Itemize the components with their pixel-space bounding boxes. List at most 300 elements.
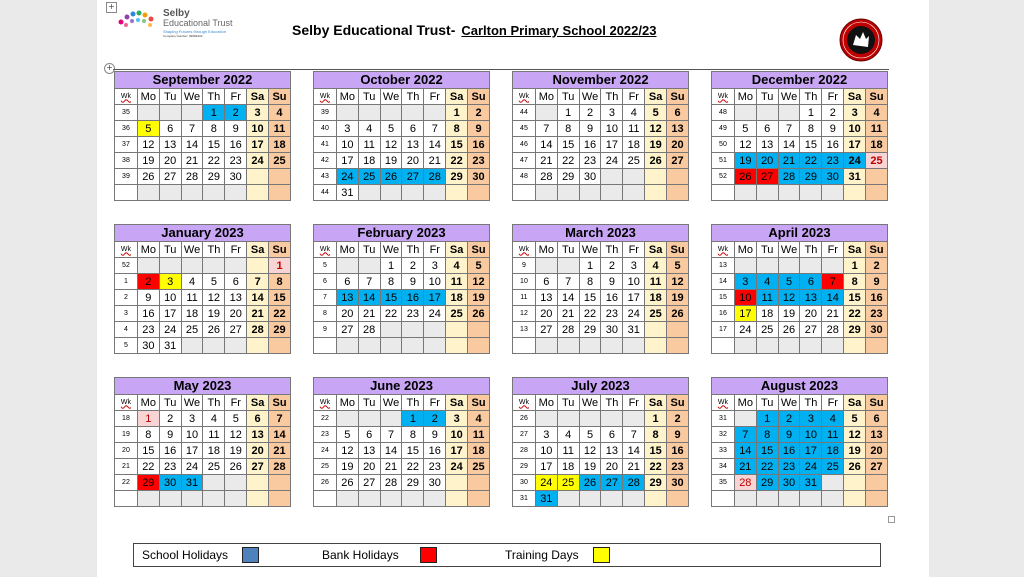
day-cell: 17 xyxy=(601,137,623,153)
school-crest-icon xyxy=(838,17,884,63)
day-cell: 25 xyxy=(181,322,203,338)
school-title: Carlton Primary School 2022/23 xyxy=(461,23,657,38)
month-table xyxy=(711,377,888,507)
day-cell: 17 xyxy=(181,443,203,459)
day-cell xyxy=(247,491,269,507)
day-cell xyxy=(756,105,778,121)
day-header: Fr xyxy=(225,395,247,411)
day-cell xyxy=(778,185,800,201)
day-cell xyxy=(336,105,358,121)
week-number: 40 xyxy=(314,121,337,137)
week-number: 33 xyxy=(712,443,735,459)
day-cell xyxy=(358,258,380,274)
day-cell: 2 xyxy=(822,105,844,121)
day-cell: 21 xyxy=(247,306,269,322)
day-cell xyxy=(579,338,601,354)
day-cell: 18 xyxy=(557,459,579,475)
day-cell: 3 xyxy=(601,105,623,121)
day-cell: 18 xyxy=(645,290,667,306)
day-cell xyxy=(734,258,756,274)
day-cell: 6 xyxy=(667,105,689,121)
day-cell: 19 xyxy=(844,443,866,459)
day-header: Su xyxy=(667,242,689,258)
day-cell: 15 xyxy=(269,290,291,306)
day-cell xyxy=(203,475,225,491)
day-cell: 21 xyxy=(778,153,800,169)
day-cell: 7 xyxy=(424,121,446,137)
table-move-handle-icon[interactable]: + xyxy=(106,2,117,13)
day-cell: 9 xyxy=(402,274,424,290)
day-header: Th xyxy=(601,89,623,105)
day-cell: 16 xyxy=(601,290,623,306)
day-cell: 30 xyxy=(667,475,689,491)
day-cell: 25 xyxy=(446,306,468,322)
month-table xyxy=(711,71,888,201)
day-cell: 27 xyxy=(336,322,358,338)
day-header: We xyxy=(380,242,402,258)
day-cell: 1 xyxy=(380,258,402,274)
day-cell: 29 xyxy=(645,475,667,491)
day-cell: 15 xyxy=(844,290,866,306)
day-cell: 11 xyxy=(358,137,380,153)
day-cell: 28 xyxy=(778,169,800,185)
day-cell: 7 xyxy=(822,274,844,290)
logo-name-2: Educational Trust xyxy=(163,18,233,28)
day-cell: 27 xyxy=(866,459,888,475)
day-cell: 10 xyxy=(623,274,645,290)
day-cell xyxy=(822,491,844,507)
day-cell: 31 xyxy=(336,185,358,201)
day-cell: 19 xyxy=(734,153,756,169)
week-number: 31 xyxy=(513,491,536,507)
day-cell: 18 xyxy=(468,443,490,459)
month-table xyxy=(313,71,490,201)
week-number: 13 xyxy=(513,322,536,338)
day-cell: 6 xyxy=(358,427,380,443)
day-cell: 7 xyxy=(778,121,800,137)
day-cell: 23 xyxy=(137,322,159,338)
day-cell: 1 xyxy=(402,411,424,427)
day-cell: 2 xyxy=(225,105,247,121)
day-cell: 28 xyxy=(269,459,291,475)
day-header: Tu xyxy=(756,89,778,105)
day-cell: 11 xyxy=(756,290,778,306)
day-cell: 10 xyxy=(535,443,557,459)
day-cell: 31 xyxy=(181,475,203,491)
day-header: Fr xyxy=(225,89,247,105)
day-cell: 24 xyxy=(424,306,446,322)
day-cell: 28 xyxy=(734,475,756,491)
week-number: 14 xyxy=(712,274,735,290)
day-cell: 28 xyxy=(424,169,446,185)
day-cell: 24 xyxy=(734,322,756,338)
day-cell: 17 xyxy=(336,153,358,169)
day-cell xyxy=(225,258,247,274)
day-cell: 14 xyxy=(623,443,645,459)
week-number xyxy=(712,491,735,507)
month-table xyxy=(313,377,490,507)
day-cell xyxy=(269,475,291,491)
day-cell xyxy=(645,491,667,507)
day-cell: 15 xyxy=(756,443,778,459)
day-cell: 27 xyxy=(667,153,689,169)
day-cell xyxy=(446,185,468,201)
month-title: December 2022 xyxy=(712,72,888,89)
day-cell xyxy=(645,338,667,354)
day-cell: 6 xyxy=(800,274,822,290)
day-cell xyxy=(247,475,269,491)
day-cell: 1 xyxy=(645,411,667,427)
legend-training-days-label: Training Days xyxy=(505,548,579,562)
table-move-handle-icon[interactable]: + xyxy=(104,63,115,74)
day-cell: 27 xyxy=(756,169,778,185)
day-cell: 9 xyxy=(778,427,800,443)
day-cell xyxy=(468,338,490,354)
day-cell: 29 xyxy=(557,169,579,185)
table-resize-handle[interactable] xyxy=(888,516,895,523)
day-cell: 23 xyxy=(225,153,247,169)
day-cell xyxy=(579,185,601,201)
week-number: 31 xyxy=(712,411,735,427)
day-header: Su xyxy=(269,242,291,258)
day-cell: 9 xyxy=(159,427,181,443)
month-title: September 2022 xyxy=(115,72,291,89)
week-number: 39 xyxy=(314,105,337,121)
day-cell: 10 xyxy=(734,290,756,306)
day-cell: 11 xyxy=(446,274,468,290)
week-number: 7 xyxy=(314,290,337,306)
day-cell xyxy=(225,185,247,201)
week-number: 24 xyxy=(314,443,337,459)
day-cell: 5 xyxy=(225,411,247,427)
day-cell: 2 xyxy=(778,411,800,427)
day-cell xyxy=(557,411,579,427)
day-cell: 5 xyxy=(137,121,159,137)
day-cell: 4 xyxy=(756,274,778,290)
day-cell: 25 xyxy=(866,153,888,169)
day-cell: 19 xyxy=(137,153,159,169)
day-cell: 7 xyxy=(247,274,269,290)
day-cell xyxy=(269,491,291,507)
day-cell xyxy=(800,258,822,274)
day-cell: 21 xyxy=(822,306,844,322)
day-cell xyxy=(446,322,468,338)
day-cell xyxy=(380,105,402,121)
day-cell xyxy=(446,338,468,354)
day-cell: 4 xyxy=(866,105,888,121)
day-cell xyxy=(358,105,380,121)
day-cell xyxy=(866,169,888,185)
day-cell: 19 xyxy=(203,306,225,322)
day-cell: 3 xyxy=(734,274,756,290)
day-header: Fr xyxy=(225,242,247,258)
day-cell xyxy=(380,411,402,427)
day-cell xyxy=(822,185,844,201)
week-number: 21 xyxy=(115,459,138,475)
day-header: We xyxy=(778,89,800,105)
day-cell: 2 xyxy=(601,258,623,274)
day-cell: 18 xyxy=(203,443,225,459)
week-number: 52 xyxy=(712,169,735,185)
day-cell: 6 xyxy=(247,411,269,427)
day-cell: 22 xyxy=(800,153,822,169)
day-cell: 16 xyxy=(159,443,181,459)
day-cell xyxy=(601,169,623,185)
day-cell xyxy=(380,322,402,338)
week-number: 32 xyxy=(712,427,735,443)
day-cell xyxy=(269,338,291,354)
day-cell: 30 xyxy=(601,322,623,338)
day-cell: 15 xyxy=(800,137,822,153)
day-cell xyxy=(247,169,269,185)
day-cell xyxy=(137,185,159,201)
day-cell xyxy=(535,185,557,201)
day-header: Tu xyxy=(557,89,579,105)
day-cell xyxy=(336,491,358,507)
day-cell: 4 xyxy=(822,411,844,427)
week-number: 10 xyxy=(513,274,536,290)
day-cell: 27 xyxy=(358,475,380,491)
day-cell xyxy=(380,338,402,354)
day-cell: 29 xyxy=(446,169,468,185)
month-title: March 2023 xyxy=(513,225,689,242)
day-cell: 11 xyxy=(557,443,579,459)
day-cell: 12 xyxy=(336,443,358,459)
day-cell: 10 xyxy=(336,137,358,153)
day-cell: 19 xyxy=(645,137,667,153)
day-cell: 11 xyxy=(623,121,645,137)
day-cell: 30 xyxy=(225,169,247,185)
week-number: 44 xyxy=(314,185,337,201)
day-cell: 2 xyxy=(137,274,159,290)
day-cell: 22 xyxy=(446,153,468,169)
day-cell: 9 xyxy=(866,274,888,290)
day-cell: 22 xyxy=(137,459,159,475)
day-cell: 3 xyxy=(336,121,358,137)
day-cell: 19 xyxy=(336,459,358,475)
day-cell: 23 xyxy=(159,459,181,475)
day-cell: 26 xyxy=(778,322,800,338)
day-cell: 5 xyxy=(468,258,490,274)
day-cell xyxy=(844,338,866,354)
day-cell: 25 xyxy=(358,169,380,185)
day-header: Mo xyxy=(535,395,557,411)
day-cell: 18 xyxy=(756,306,778,322)
week-number: 20 xyxy=(115,443,138,459)
day-header: Th xyxy=(402,395,424,411)
day-cell: 15 xyxy=(645,443,667,459)
day-cell: 14 xyxy=(734,443,756,459)
day-cell: 4 xyxy=(268,105,290,121)
day-cell: 1 xyxy=(446,105,468,121)
day-cell: 14 xyxy=(181,137,203,153)
day-cell: 25 xyxy=(756,322,778,338)
week-number xyxy=(314,338,337,354)
week-number: 35 xyxy=(712,475,735,491)
logo-name: Selby xyxy=(163,8,190,19)
day-header: Tu xyxy=(159,395,181,411)
day-cell: 1 xyxy=(579,258,601,274)
day-cell: 6 xyxy=(601,427,623,443)
day-cell: 21 xyxy=(181,153,203,169)
day-header: Su xyxy=(866,242,888,258)
day-cell: 25 xyxy=(268,153,290,169)
day-cell: 16 xyxy=(778,443,800,459)
day-cell: 19 xyxy=(778,306,800,322)
day-header: Wk xyxy=(115,395,138,411)
week-number: 15 xyxy=(712,290,735,306)
day-cell xyxy=(734,411,756,427)
day-cell: 21 xyxy=(557,306,579,322)
day-header: Sa xyxy=(446,242,468,258)
day-cell: 24 xyxy=(446,459,468,475)
day-cell: 11 xyxy=(181,290,203,306)
day-cell: 7 xyxy=(623,427,645,443)
day-cell: 25 xyxy=(468,459,490,475)
day-cell: 5 xyxy=(844,411,866,427)
day-cell: 24 xyxy=(800,459,822,475)
day-cell: 26 xyxy=(645,153,667,169)
day-cell xyxy=(402,322,424,338)
day-cell: 23 xyxy=(424,459,446,475)
week-number: 50 xyxy=(712,137,735,153)
day-cell: 5 xyxy=(778,274,800,290)
day-cell: 16 xyxy=(468,137,490,153)
day-cell: 5 xyxy=(203,274,225,290)
day-cell xyxy=(247,185,269,201)
day-cell: 16 xyxy=(667,443,689,459)
day-cell: 3 xyxy=(446,411,468,427)
day-cell: 7 xyxy=(181,121,203,137)
day-header: Su xyxy=(866,89,888,105)
day-cell: 9 xyxy=(601,274,623,290)
day-cell: 5 xyxy=(645,105,667,121)
week-number: 35 xyxy=(115,105,138,121)
day-header: Su xyxy=(269,395,291,411)
day-cell: 22 xyxy=(844,306,866,322)
day-cell: 4 xyxy=(557,427,579,443)
day-cell xyxy=(601,185,623,201)
day-cell: 30 xyxy=(468,169,490,185)
week-number: 5 xyxy=(115,338,138,354)
day-cell: 24 xyxy=(181,459,203,475)
day-header: Fr xyxy=(623,242,645,258)
month-title: April 2023 xyxy=(712,225,888,242)
day-header: Sa xyxy=(844,89,866,105)
day-header: Wk xyxy=(314,89,337,105)
day-cell: 7 xyxy=(380,427,402,443)
day-cell xyxy=(557,258,579,274)
week-number: 28 xyxy=(513,443,536,459)
day-cell: 26 xyxy=(734,169,756,185)
day-cell: 17 xyxy=(446,443,468,459)
day-cell xyxy=(181,105,203,121)
week-number: 9 xyxy=(513,258,536,274)
day-cell: 25 xyxy=(557,475,579,491)
day-cell xyxy=(336,338,358,354)
day-cell xyxy=(181,491,203,507)
day-cell: 18 xyxy=(866,137,888,153)
day-cell: 7 xyxy=(358,274,380,290)
day-cell: 20 xyxy=(866,443,888,459)
day-cell: 1 xyxy=(756,411,778,427)
legend-training-days-swatch xyxy=(593,547,610,563)
trust-title: Selby Educational Trust- xyxy=(292,22,456,38)
day-header: Wk xyxy=(513,242,536,258)
week-number: 6 xyxy=(314,274,337,290)
day-header: Mo xyxy=(734,242,756,258)
day-cell: 8 xyxy=(446,121,468,137)
day-header: Sa xyxy=(645,242,667,258)
day-cell: 22 xyxy=(380,306,402,322)
day-header: Sa xyxy=(247,242,269,258)
week-number: 48 xyxy=(712,105,735,121)
day-cell: 30 xyxy=(778,475,800,491)
day-cell: 15 xyxy=(380,290,402,306)
day-cell: 22 xyxy=(645,459,667,475)
day-cell: 1 xyxy=(203,105,225,121)
day-cell xyxy=(601,411,623,427)
day-cell xyxy=(159,185,181,201)
week-number xyxy=(513,185,536,201)
day-cell xyxy=(402,105,424,121)
day-cell: 13 xyxy=(866,427,888,443)
day-cell: 12 xyxy=(734,137,756,153)
day-cell xyxy=(623,185,645,201)
day-cell xyxy=(645,185,667,201)
week-number: 4 xyxy=(115,322,138,338)
day-cell xyxy=(468,475,490,491)
day-cell: 12 xyxy=(203,290,225,306)
day-cell xyxy=(181,338,203,354)
day-header: Fr xyxy=(424,395,446,411)
day-cell xyxy=(203,258,225,274)
day-cell xyxy=(667,169,689,185)
day-cell xyxy=(844,185,866,201)
day-cell: 23 xyxy=(579,153,601,169)
day-cell xyxy=(866,491,888,507)
day-cell: 24 xyxy=(844,153,866,169)
day-header: Mo xyxy=(535,89,557,105)
day-cell: 11 xyxy=(468,427,490,443)
week-number xyxy=(712,338,735,354)
day-cell: 5 xyxy=(667,258,689,274)
day-cell xyxy=(535,105,557,121)
day-cell: 19 xyxy=(380,153,402,169)
week-number: 47 xyxy=(513,153,536,169)
day-cell: 23 xyxy=(402,306,424,322)
month-title: January 2023 xyxy=(115,225,291,242)
day-cell: 28 xyxy=(623,475,645,491)
day-cell: 17 xyxy=(535,459,557,475)
week-number: 42 xyxy=(314,153,337,169)
day-header: Mo xyxy=(336,395,358,411)
day-cell: 13 xyxy=(601,443,623,459)
day-cell xyxy=(446,475,468,491)
day-cell: 24 xyxy=(336,169,358,185)
day-cell xyxy=(358,185,380,201)
day-cell xyxy=(468,322,490,338)
day-cell: 26 xyxy=(579,475,601,491)
day-cell xyxy=(137,491,159,507)
day-cell: 4 xyxy=(181,274,203,290)
month-table xyxy=(711,224,888,354)
day-cell: 11 xyxy=(645,274,667,290)
day-cell xyxy=(535,338,557,354)
day-header: Su xyxy=(468,242,490,258)
day-cell: 3 xyxy=(247,105,269,121)
day-cell: 22 xyxy=(402,459,424,475)
